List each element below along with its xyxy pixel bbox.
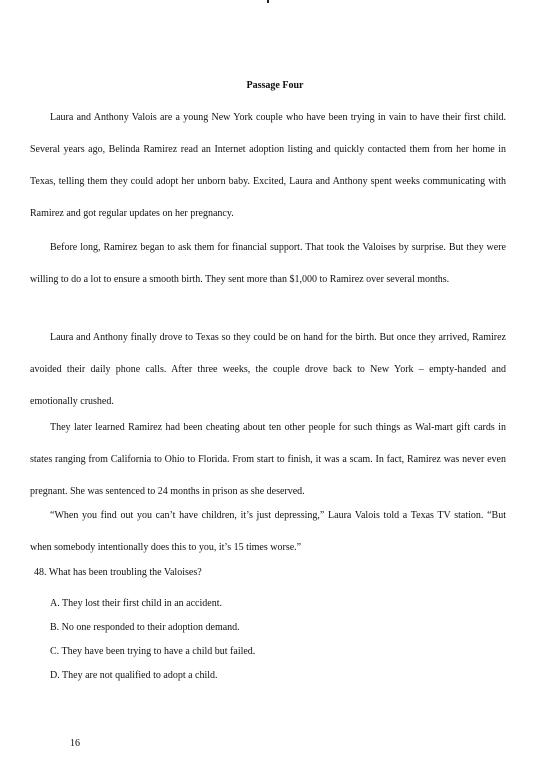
passage-paragraph-5: “When you find out you can’t have children, it’s just depressing,” Laura Valois told a Texas TV station. “But when somebody intentionally does this to you, it’s 15 times worse.” (30, 510, 506, 553)
passage-paragraph-1: Laura and Anthony Valois are a young New York couple who have been trying in vain to have their first child. Several years ago, Belinda Ramirez read an Internet adoption listing and quickly contacted them from her home in Texas, telling them they could adopt her unborn baby. Excited, Laura and Anthony spent weeks communicating with Ramirez and got regular updates on her pregnancy. (30, 112, 506, 219)
option-d: D. They are not qualified to adopt a child. (50, 670, 218, 681)
passage-paragraph-2: Before long, Ramirez began to ask them for financial support. That took the Valoises by surprise. But they were willing to do a lot to ensure a smooth birth. They sent more than $1,000 to Ramirez over several months. (30, 242, 506, 285)
passage-paragraph-3: Laura and Anthony finally drove to Texas so they could be on hand for the birth. But once they arrived, Ramirez avoided their daily phone calls. After three weeks, the couple drove back to New York – empty-handed and emotionally crushed. (30, 332, 506, 407)
page-number: 16 (70, 738, 80, 749)
question-stem: 48. What has been troubling the Valoises? (34, 567, 202, 578)
passage-paragraph-4: They later learned Ramirez had been cheating about ten other people for such things as Wal-mart gift cards in states ranging from California to Ohio to Florida. From start to finish, it was a scam. In fact, Ramirez was never even pregnant. She was sentenced to 24 months in prison as she deserved. (30, 422, 506, 497)
scan-mark (267, 0, 269, 3)
answer-options (50, 592, 255, 688)
option-c: C. They have been trying to have a child but failed. (50, 646, 256, 657)
option-a: A. They lost their first child in an accident. (50, 598, 222, 609)
passage-title: Passage Four (246, 80, 304, 91)
option-b: B. No one responded to their adoption demand. (50, 622, 240, 633)
